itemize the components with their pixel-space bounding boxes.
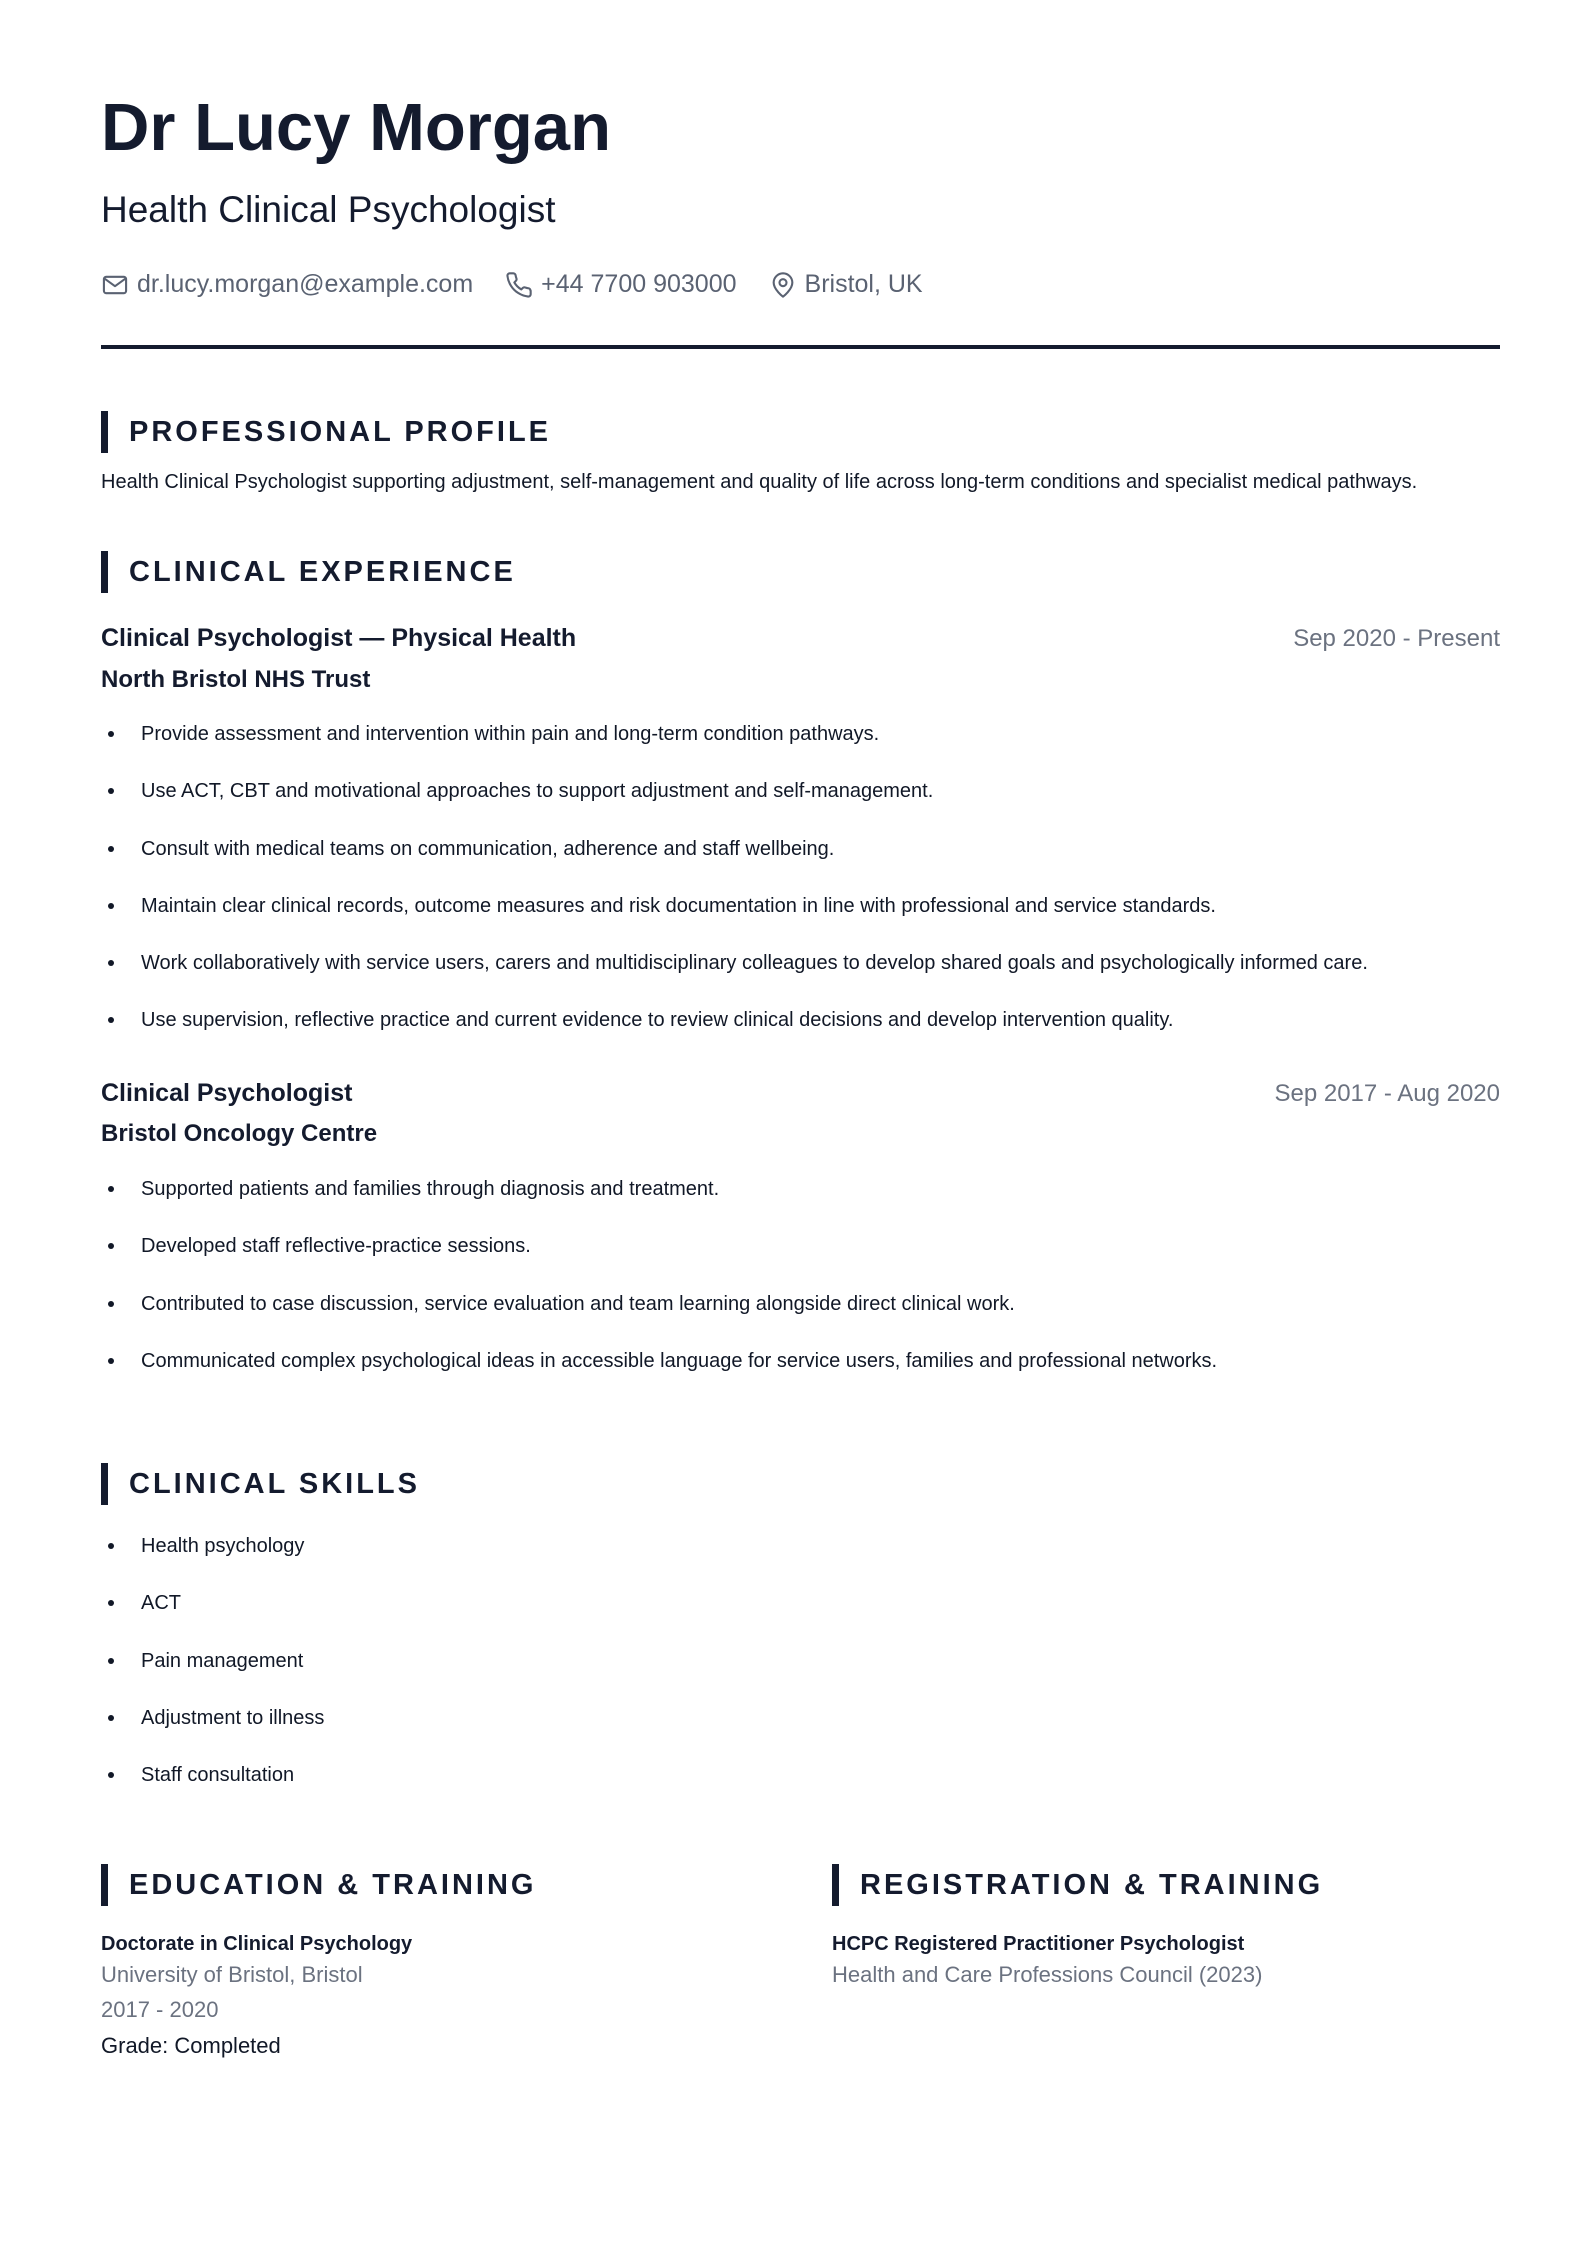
section-heading-skills (101, 1463, 420, 1505)
candidate-role: Health Clinical Psychologist (101, 189, 556, 230)
list-item: Supported patients and families through diagnosis and treatment. (101, 1175, 1217, 1232)
section-title: REGISTRATION & TRAINING (860, 1868, 1324, 1901)
list-item: Communicated complex psychological ideas in accessible language for service users, families and professional networks. (101, 1347, 1217, 1404)
list-item: Maintain clear clinical records, outcome measures and risk documentation in line with professional and service standards. (101, 892, 1368, 949)
list-item: Use ACT, CBT and motivational approaches to support adjustment and self-management. (101, 777, 1368, 834)
section-title: CLINICAL SKILLS (129, 1467, 420, 1500)
education-degree: Doctorate in Clinical Psychology (101, 1933, 413, 1955)
job-title: Clinical Psychologist (101, 1079, 353, 1107)
list-item: Developed staff reflective-practice sessions. (101, 1232, 1217, 1289)
list-item: Health psychology (101, 1532, 324, 1589)
registration-body: Health and Care Professions Council (2023) (832, 1962, 1263, 1987)
section-accent-bar (101, 551, 108, 593)
job-dates: Sep 2020 - Present (1293, 625, 1500, 652)
list-item: Use supervision, reflective practice and current evidence to review clinical decisions and develop intervention quality. (101, 1006, 1368, 1063)
map-pin-icon (769, 271, 797, 299)
profile-summary: Health Clinical Psychologist supporting adjustment, self-management and quality of life across long-term conditions and specialist medical pathways. (101, 471, 1418, 493)
education-grade: Grade: Completed (101, 2033, 281, 2058)
section-accent-bar (101, 411, 108, 453)
phone-icon (505, 271, 533, 299)
job-dates: Sep 2017 - Aug 2020 (1274, 1080, 1500, 1107)
list-item: Work collaboratively with service users, carers and multidisciplinary colleagues to develop shared goals and psychologically informed care. (101, 949, 1368, 1006)
section-heading-education (101, 1864, 536, 1906)
phone-text: +44 7700 903000 (541, 270, 737, 298)
list-item: Provide assessment and intervention within pain and long-term condition pathways. (101, 720, 1368, 777)
list-item: Pain management (101, 1647, 324, 1704)
skills-list (101, 1532, 324, 1818)
mail-icon (101, 271, 129, 299)
job-bullets (101, 1175, 1217, 1404)
education-years: 2017 - 2020 (101, 1997, 219, 2022)
contact-phone[interactable] (505, 270, 736, 299)
section-heading-profile (101, 411, 551, 453)
section-title: CLINICAL EXPERIENCE (129, 555, 516, 588)
job-bullets (101, 720, 1368, 1064)
section-accent-bar (101, 1864, 108, 1906)
list-item: Contributed to case discussion, service evaluation and team learning alongside direct clinical work. (101, 1290, 1217, 1347)
section-title: EDUCATION & TRAINING (129, 1868, 537, 1901)
list-item: Consult with medical teams on communication, adherence and staff wellbeing. (101, 835, 1368, 892)
education-institution: University of Bristol, Bristol (101, 1962, 363, 1987)
section-accent-bar (101, 1463, 108, 1505)
section-heading-registration (832, 1864, 1323, 1906)
job-organisation: North Bristol NHS Trust (101, 666, 371, 693)
job-title: Clinical Psychologist — Physical Health (101, 624, 577, 652)
candidate-name: Dr Lucy Morgan (101, 90, 611, 165)
section-title: PROFESSIONAL PROFILE (129, 415, 552, 448)
section-heading-experience (101, 551, 516, 593)
header-divider (101, 345, 1500, 349)
list-item: Staff consultation (101, 1761, 324, 1818)
list-item: ACT (101, 1589, 324, 1646)
job-organisation: Bristol Oncology Centre (101, 1120, 378, 1147)
location-text: Bristol, UK (804, 270, 923, 298)
contact-email[interactable] (101, 270, 473, 299)
section-accent-bar (832, 1864, 839, 1906)
registration-title: HCPC Registered Practitioner Psychologist (832, 1933, 1245, 1955)
contact-location (769, 270, 923, 299)
list-item: Adjustment to illness (101, 1704, 324, 1761)
contact-row (101, 270, 955, 299)
email-text: dr.lucy.morgan@example.com (137, 270, 474, 298)
